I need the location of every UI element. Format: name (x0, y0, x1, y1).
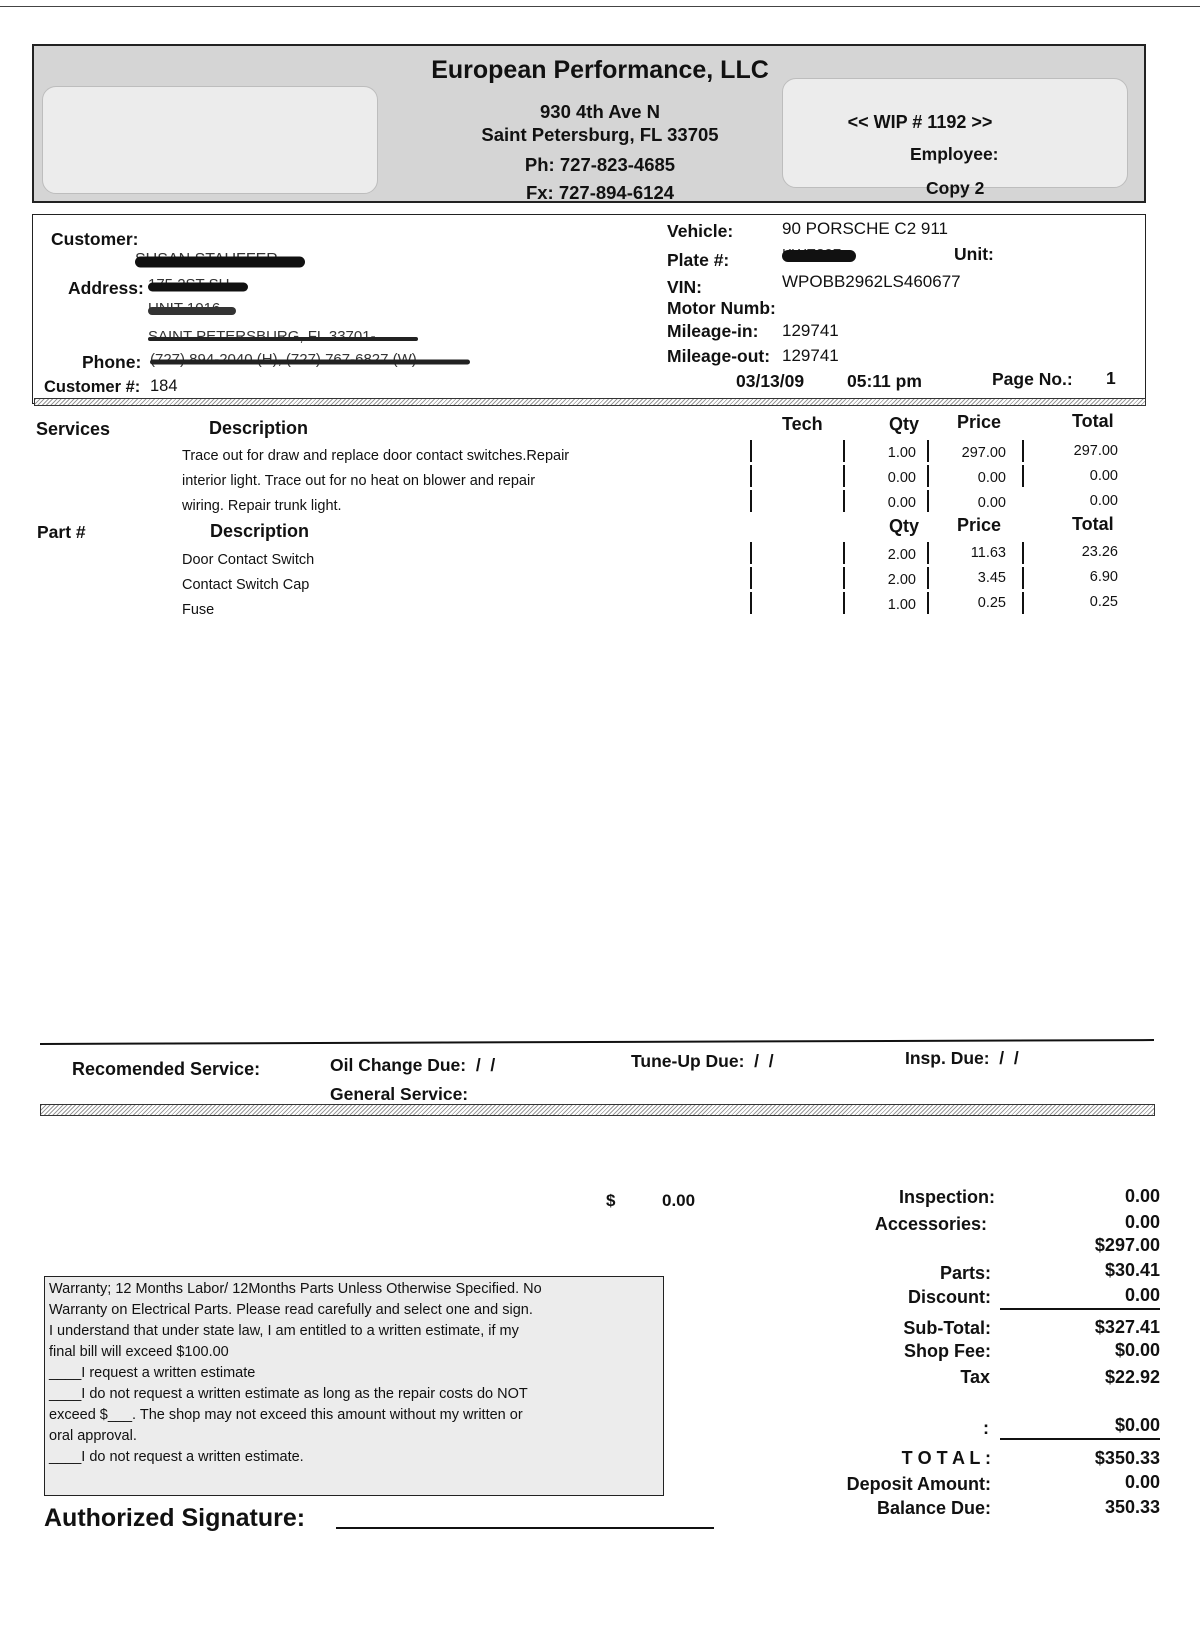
grand-total-label: T O T A L : (901, 1448, 991, 1468)
vehicle-label: Vehicle: (667, 221, 734, 241)
customer-number-label: Customer #: (44, 378, 141, 396)
mileage-in-label: Mileage-in: (667, 321, 759, 341)
column-divider (750, 465, 752, 487)
vin-label: VIN: (667, 277, 702, 297)
column-divider (750, 567, 752, 589)
accessories-value: 0.00 (1124, 1212, 1160, 1232)
column-divider (927, 490, 929, 512)
column-divider (1022, 567, 1024, 589)
part-row-description: Fuse (182, 602, 215, 618)
service-row-total: 0.00 (1089, 468, 1118, 484)
column-divider (843, 490, 845, 512)
phone-label: Phone: (82, 352, 142, 372)
plate-redacted (782, 246, 856, 266)
shop-fax: Fx: 727-894-6124 (525, 182, 675, 203)
recommended-service-label: Recomended Service: (72, 1059, 261, 1079)
discount-rule (1000, 1308, 1160, 1310)
address-line1-redacted (148, 276, 248, 298)
column-divider (927, 465, 929, 487)
accessories-label: Accessories: (874, 1214, 987, 1234)
discount-value: 0.00 (1124, 1285, 1160, 1305)
envelope-window-left (42, 86, 378, 194)
part-row-price: 11.63 (970, 545, 1006, 561)
labor-value: $297.00 (1094, 1235, 1160, 1255)
misc-charge-value: $0.00 (1114, 1415, 1160, 1435)
column-divider (1022, 592, 1024, 614)
column-divider (750, 592, 752, 614)
balance-due-label: Balance Due: (876, 1498, 991, 1518)
warranty-line: oral approval. (49, 1428, 137, 1444)
parts-qty-heading: Qty (889, 516, 920, 536)
part-row-price: 3.45 (977, 570, 1006, 586)
warranty-line: final bill will exceed $100.00 (49, 1344, 229, 1360)
shop-address-line2: Saint Petersburg, FL 33705 (481, 124, 719, 145)
address-line2-redacted (148, 300, 236, 322)
recommended-top-rule (40, 1039, 1154, 1045)
hatched-divider-bottom (40, 1104, 1155, 1116)
mileage-in-value: 129741 (782, 321, 839, 340)
deposit-amount-value: 0.00 (1124, 1472, 1160, 1492)
oil-change-due: Oil Change Due: / / (330, 1055, 496, 1075)
shop-name: European Performance, LLC (431, 56, 769, 84)
customer-label: Customer: (51, 229, 139, 249)
column-divider (750, 542, 752, 564)
service-row-total: 297.00 (1073, 443, 1118, 459)
column-divider (927, 592, 929, 614)
service-row-price: 297.00 (961, 445, 1006, 461)
shop-fee-label: Shop Fee: (903, 1341, 991, 1361)
service-description-line3: wiring. Repair trunk light. (182, 498, 342, 514)
column-divider (843, 440, 845, 462)
column-divider (1022, 440, 1024, 462)
parts-total-value: $30.41 (1104, 1260, 1160, 1280)
tune-up-due: Tune-Up Due: / / (631, 1051, 774, 1071)
service-row-price: 0.00 (977, 470, 1006, 486)
part-number-heading: Part # (37, 522, 86, 542)
tax-label: Tax (960, 1367, 990, 1387)
services-total-heading: Total (1072, 411, 1114, 431)
estimate-option-none[interactable]: ____I do not request a written estimate. (49, 1449, 304, 1465)
hatched-divider-top (34, 398, 1146, 406)
address-label: Address: (68, 278, 144, 298)
warranty-line: exceed $___. The shop may not exceed this amount without my written or (49, 1407, 523, 1423)
unit-label: Unit: (954, 244, 994, 264)
warranty-notice-box (44, 1276, 664, 1496)
employee-label: Employee: (910, 144, 999, 164)
services-qty-heading: Qty (889, 414, 920, 434)
inspection-total-label: Inspection: (898, 1187, 995, 1207)
service-row-qty: 0.00 (887, 495, 916, 511)
vehicle-value: 90 PORSCHE C2 911 (782, 219, 948, 238)
services-description-heading: Description (209, 418, 309, 438)
part-row-total: 23.26 (1081, 544, 1118, 560)
column-divider (843, 592, 845, 614)
customer-name-redacted (135, 251, 305, 273)
estimate-option-request[interactable]: ____I request a written estimate (49, 1365, 256, 1381)
address-line3-redacted (148, 328, 418, 350)
column-divider (843, 567, 845, 589)
mileage-out-value: 129741 (782, 346, 839, 365)
part-row-description: Door Contact Switch (182, 552, 315, 568)
dollar-value: 0.00 (662, 1191, 696, 1210)
mileage-out-label: Mileage-out: (667, 346, 771, 366)
authorized-signature-label: Authorized Signature: (44, 1504, 306, 1532)
subtotal-value: $327.41 (1094, 1317, 1160, 1337)
column-divider (750, 490, 752, 512)
time-value: 05:11 pm (847, 371, 922, 391)
service-row-price: 0.00 (977, 495, 1006, 511)
parts-price-heading: Price (957, 515, 1002, 535)
page-number: 1 (1106, 368, 1116, 388)
inspection-total-value: 0.00 (1124, 1186, 1160, 1206)
inspection-due: Insp. Due: / / (905, 1048, 1019, 1068)
scan-top-edge (0, 6, 1200, 7)
plate-label: Plate #: (667, 250, 730, 270)
warranty-line: Warranty; 12 Months Labor/ 12Months Parts Unless Otherwise Specified. No (49, 1281, 542, 1297)
shop-phone: Ph: 727-823-4685 (524, 154, 676, 175)
total-rule (1000, 1438, 1160, 1440)
tax-value: $22.92 (1104, 1367, 1160, 1387)
parts-description-heading: Description (210, 521, 310, 541)
column-divider (843, 542, 845, 564)
services-price-heading: Price (957, 412, 1002, 432)
part-row-total: 0.25 (1089, 594, 1118, 610)
general-service-label: General Service: (330, 1084, 469, 1104)
phone-redacted (150, 351, 470, 373)
part-row-qty: 1.00 (887, 597, 916, 613)
service-row-qty: 1.00 (887, 445, 916, 461)
signature-line[interactable] (336, 1527, 714, 1529)
balance-due-value: 350.33 (1104, 1497, 1160, 1517)
parts-total-label: Parts: (939, 1263, 991, 1283)
service-row-qty: 0.00 (887, 470, 916, 486)
deposit-amount-label: Deposit Amount: (846, 1474, 991, 1494)
service-description-line1: Trace out for draw and replace door contact switches.Repair (182, 448, 570, 464)
copy-label: Copy 2 (926, 178, 985, 198)
estimate-option-limit[interactable]: ____I do not request a written estimate as long as the repair costs do NOT (49, 1386, 528, 1402)
vin-value: WPOBB2962LS460677 (782, 272, 961, 291)
tech-heading: Tech (782, 414, 823, 434)
part-row-qty: 2.00 (887, 572, 916, 588)
page-label: Page No.: (992, 369, 1073, 389)
misc-charge-label: : (983, 1418, 989, 1438)
column-divider (1022, 542, 1024, 564)
warranty-line: Warranty on Electrical Parts. Please read carefully and select one and sign. (49, 1302, 533, 1318)
column-divider (927, 567, 929, 589)
subtotal-label: Sub-Total: (903, 1318, 991, 1338)
date-value: 03/13/09 (736, 371, 805, 391)
column-divider (927, 440, 929, 462)
service-description-line2: interior light. Trace out for no heat on blower and repair (182, 473, 536, 489)
shop-fee-value: $0.00 (1114, 1340, 1160, 1360)
shop-address-line1: 930 4th Ave N (540, 101, 660, 122)
part-row-price: 0.25 (977, 595, 1006, 611)
part-row-total: 6.90 (1089, 569, 1118, 585)
warranty-line: I understand that under state law, I am entitled to a written estimate, if my (49, 1323, 519, 1339)
service-row-total: 0.00 (1089, 493, 1118, 509)
column-divider (927, 542, 929, 564)
parts-total-heading: Total (1072, 514, 1114, 534)
envelope-window-right (782, 78, 1128, 188)
customer-number: 184 (150, 377, 178, 395)
services-heading: Services (36, 419, 111, 439)
column-divider (750, 440, 752, 462)
dollar-sign: $ (606, 1191, 616, 1210)
wip-number: << WIP # 1192 >> (847, 112, 993, 132)
grand-total-value: $350.33 (1094, 1448, 1160, 1468)
part-row-description: Contact Switch Cap (182, 577, 310, 593)
motor-number-label: Motor Numb: (667, 298, 776, 318)
column-divider (1022, 465, 1024, 487)
column-divider (843, 465, 845, 487)
discount-label: Discount: (908, 1287, 991, 1307)
part-row-qty: 2.00 (887, 547, 916, 563)
